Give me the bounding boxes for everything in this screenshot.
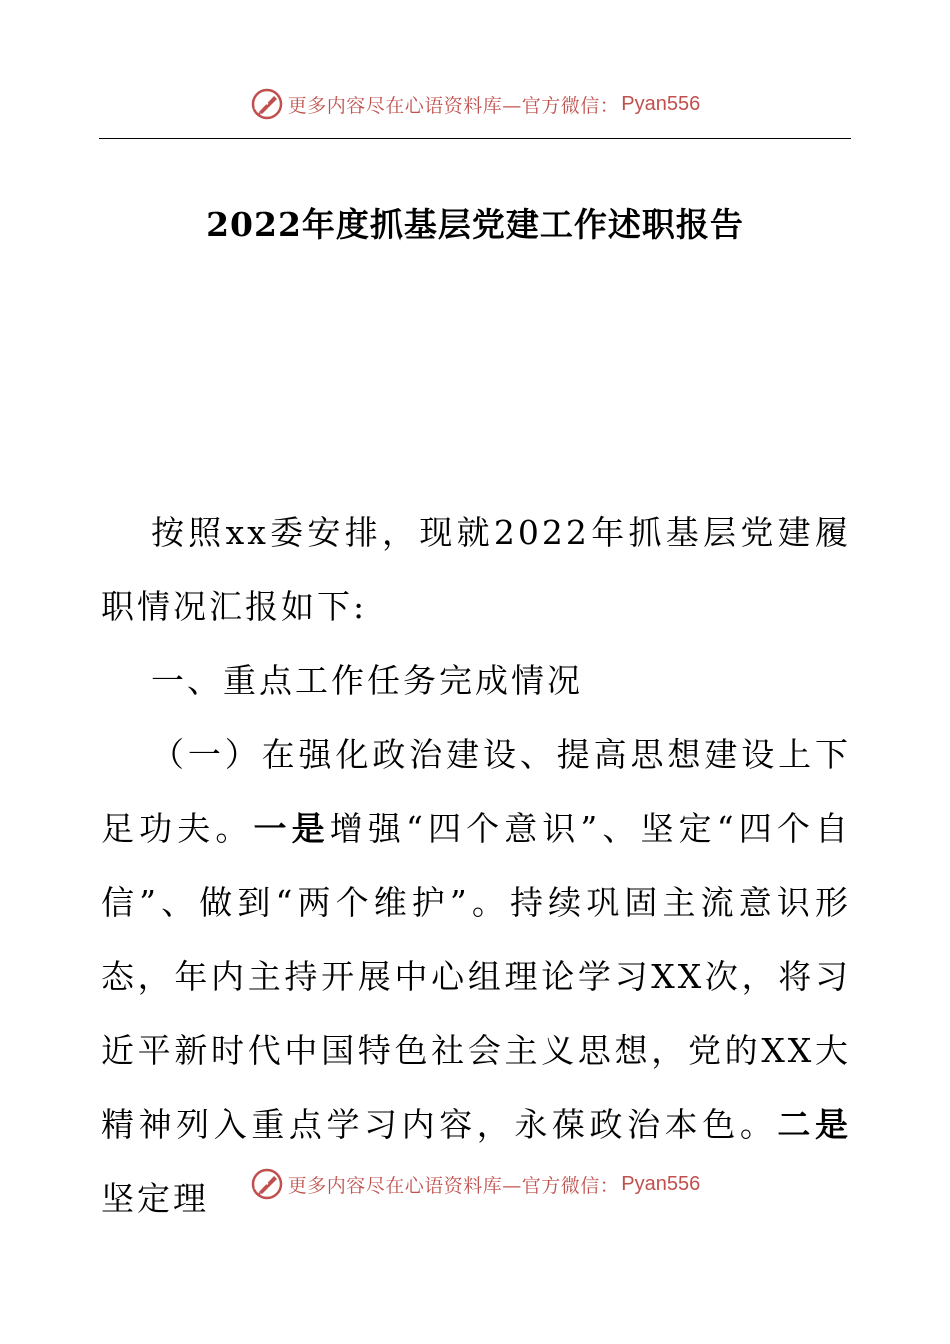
subsection-paragraph [101,718,851,1236]
subsection-heading: （一）在强化政治建设、提高思想建设上下足功夫。 [101,735,851,848]
point-2-label: 二是 [777,1105,852,1144]
watermark-footer [0,1164,950,1204]
pen-logo-icon [250,1167,284,1201]
watermark-wechat-id: Pyan556 [621,1172,701,1195]
header-divider [99,138,851,139]
intro-paragraph: 按照xx委安排，现就2022年抓基层党建履职情况汇报如下: [101,513,851,626]
point-1-label: 一是 [253,809,330,848]
pen-logo-icon [250,87,284,121]
watermark-text: 更多内容尽在心语资料库—官方微信： [287,94,620,117]
watermark-wechat-id: Pyan556 [621,92,701,115]
document-title: 2022年度抓基层党建工作述职报告 [206,205,744,244]
watermark-header [0,84,950,124]
watermark-text: 更多内容尽在心语资料库—官方微信： [287,1174,620,1197]
section-heading: 一、重点工作任务完成情况 [151,661,583,700]
document-body [101,496,851,1236]
point-2-text: 坚定理 [101,1179,209,1218]
point-1-text: 增强“四个意识”、坚定“四个自信”、做到“两个维护”。持续巩固主流意识形态，年内主持开展中心组理论学习XX次，将习近平新时代中国特色社会主义思想，党的XX大精神列入重点学习内容，永葆政治本色。 [101,809,852,1144]
